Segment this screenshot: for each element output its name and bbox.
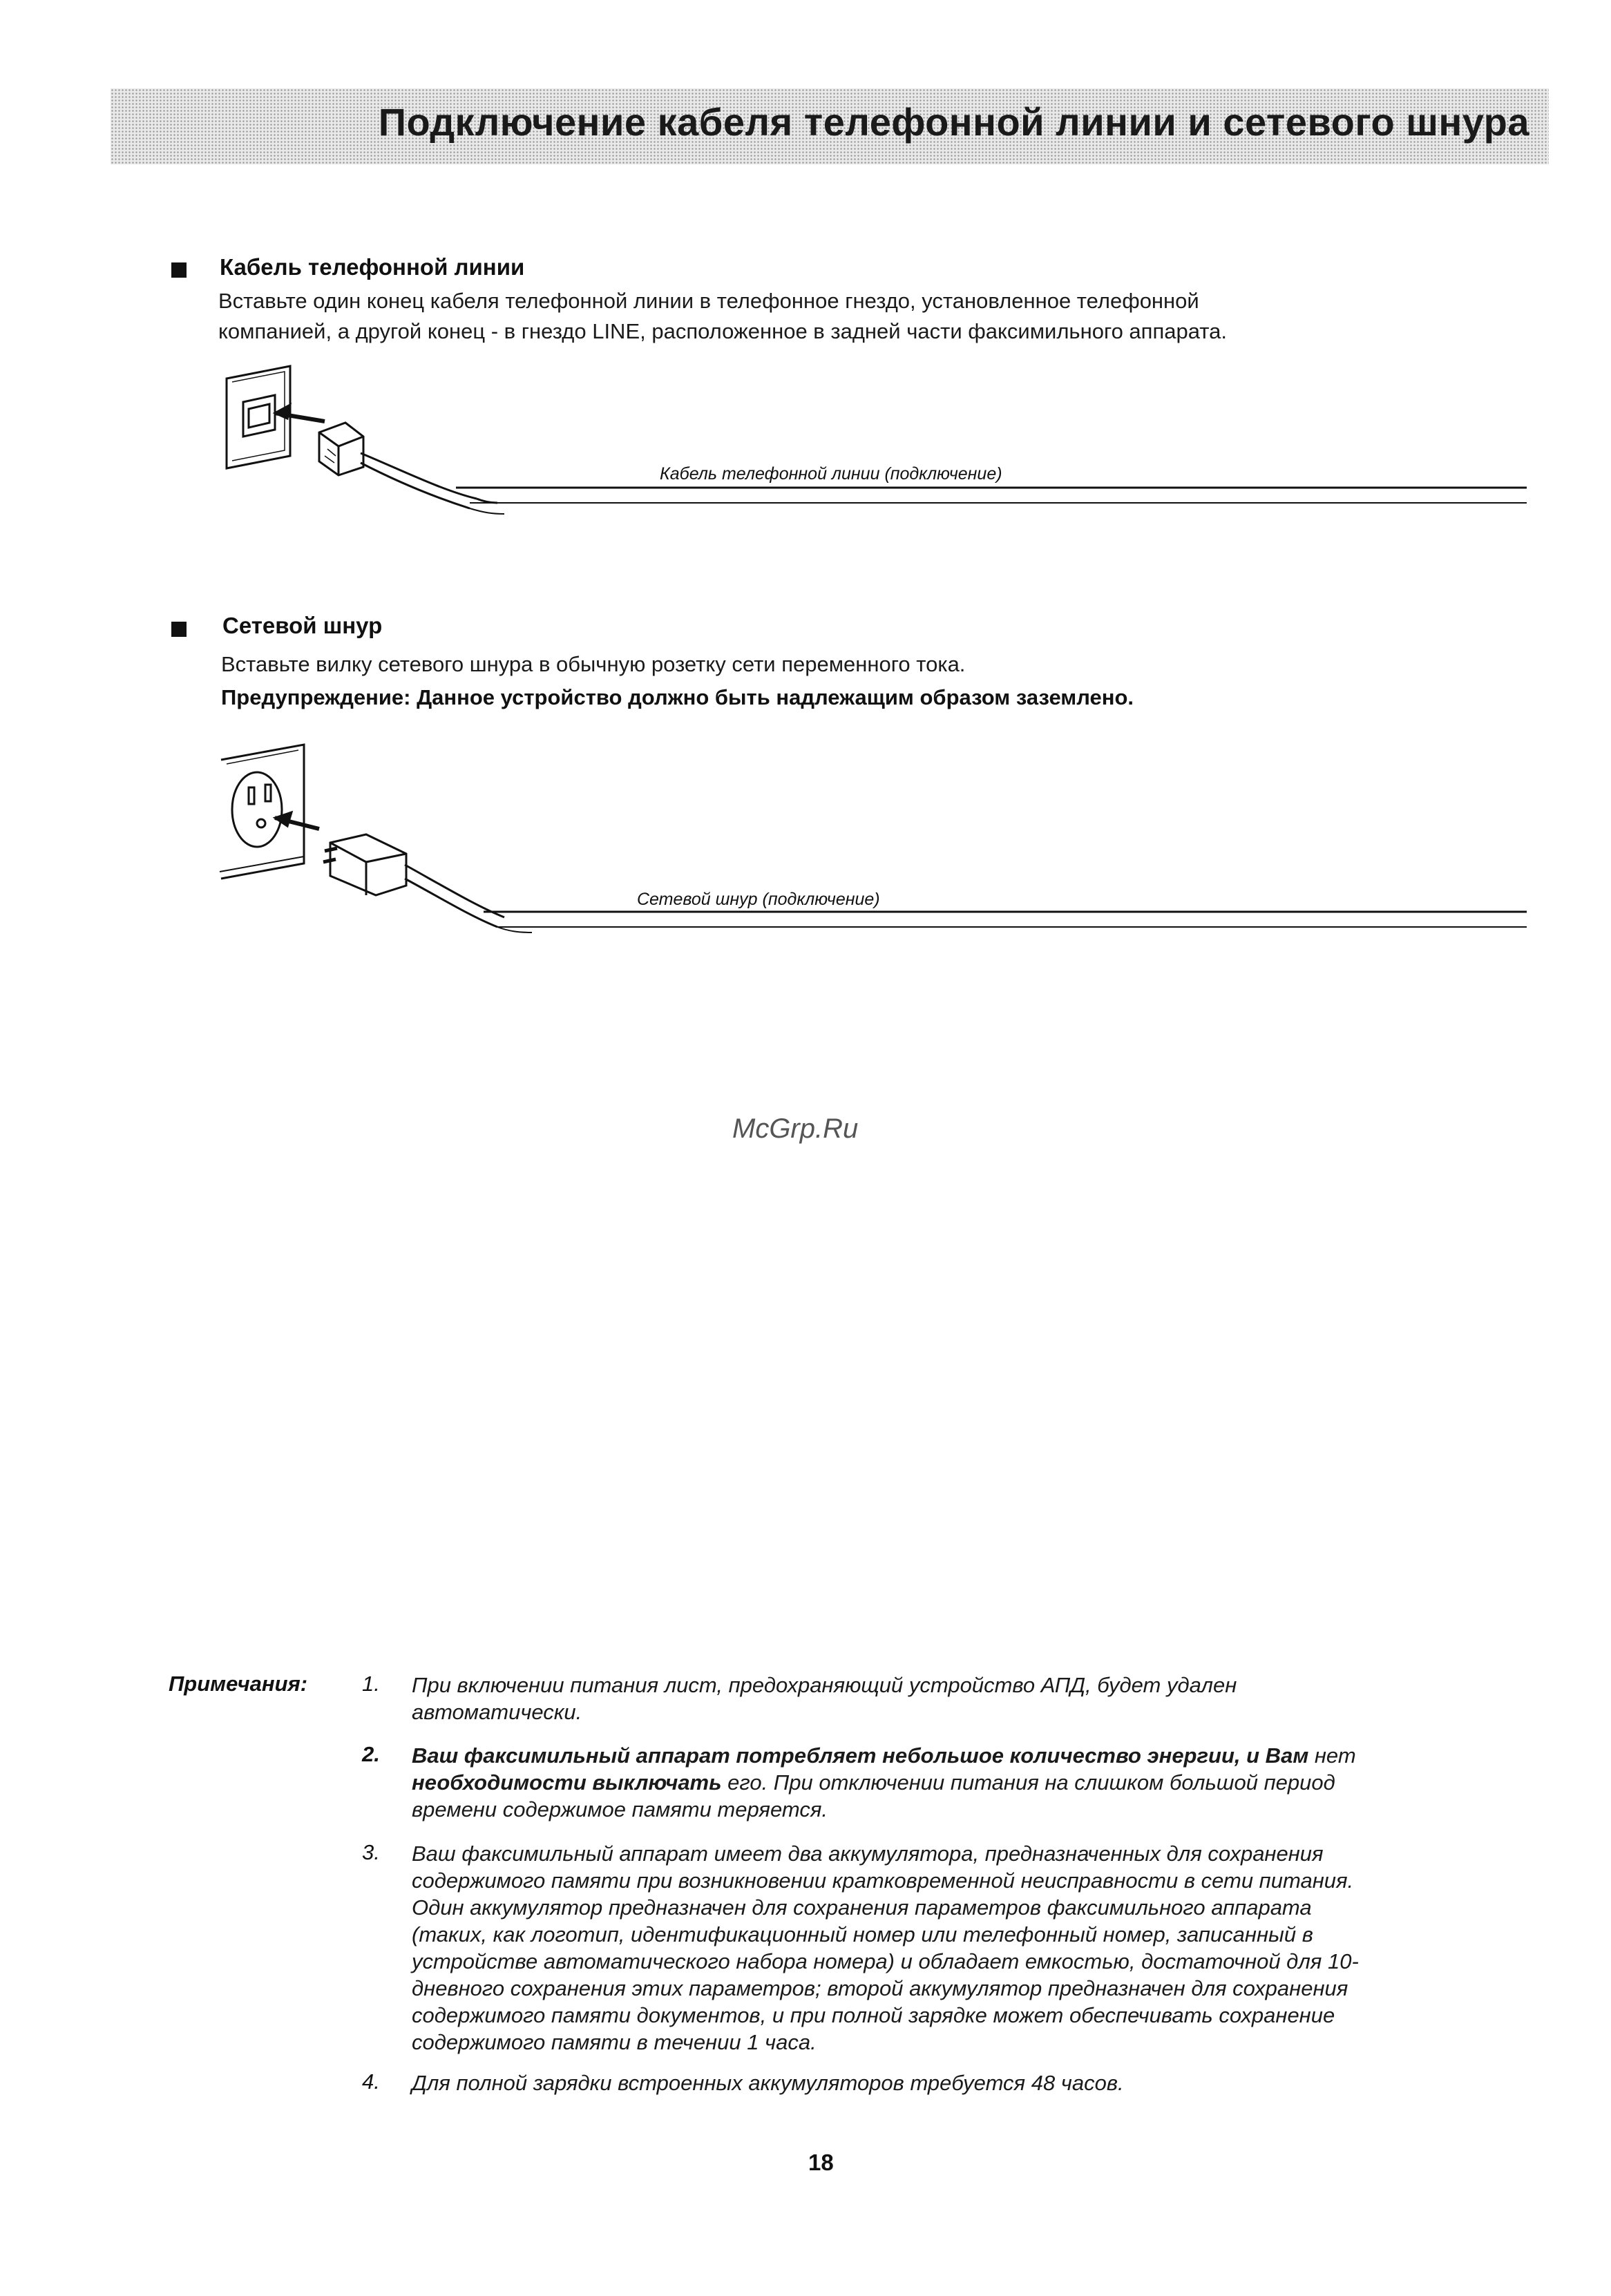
text-line: Вставьте один конец кабеля телефонной линии в телефонное гнездо, установленное телефонной (218, 289, 1199, 313)
phone-line-caption: Кабель телефонной линии (подключение) (660, 464, 1002, 484)
section-text-power-cord: Вставьте вилку сетевого шнура в обычную розетку сети переменного тока. (221, 652, 966, 676)
note-number: 1. (362, 1672, 380, 1696)
note-line: автоматически. (412, 1700, 582, 1724)
note-line: (таких, как логотип, идентификационный номер или телефонный номер, записанный в (412, 1922, 1313, 1946)
grounding-warning: Предупреждение: Данное устройство должно быть надлежащим образом заземлено. (221, 685, 1134, 709)
page-number: 18 (808, 2150, 834, 2175)
note-line: Для полной зарядки встроенных аккумуляторов требуется 48 часов. (412, 2071, 1124, 2095)
note-number: 3. (362, 1840, 380, 1864)
note-line (412, 1769, 1545, 1796)
notes-label: Примечания: (169, 1672, 308, 1696)
note-number: 4. (362, 2069, 380, 2094)
note-line: устройстве автоматического набора номера) и обладает емкостью, достаточной для 10- (412, 1949, 1359, 1973)
section-heading-phone-line: Кабель телефонной линии (220, 254, 525, 280)
note-number: 2. (362, 1742, 380, 1766)
note-line: времени содержимое памяти теряется. (412, 1797, 828, 1821)
note-line: содержимого памяти документов, и при полной зарядке может обеспечивать сохранение (412, 2003, 1335, 2027)
power-cord-caption: Сетевой шнур (подключение) (637, 890, 880, 909)
note-item-3 (412, 1840, 1572, 2056)
note-line (412, 1742, 1545, 1769)
note-fragment: нет (1308, 1743, 1356, 1768)
note-emphasis: необходимости выключать (412, 1770, 722, 1795)
page-title: Подключение кабеля телефонной линии и сетевого шнура (378, 100, 1529, 144)
note-item-1 (412, 1672, 1545, 1725)
note-line: дневного сохранения этих параметров; второй аккумулятор предназначен для сохранения (412, 1976, 1348, 2000)
note-emphasis: Ваш факсимильный аппарат потребляет небольшое количество энергии, и Вам (412, 1743, 1309, 1768)
note-line: Ваш факсимильный аппарат имеет два аккумулятора, предназначенных для сохранения (412, 1841, 1324, 1866)
text-line: компанией, а другой конец - в гнездо LINE, расположенное в задней части факсимильного аппарата. (218, 319, 1227, 343)
note-fragment: его. При отключении питания на слишком большой период (721, 1770, 1335, 1795)
note-line: При включении питания лист, предохраняющий устройство АПД, будет удален (412, 1673, 1237, 1697)
note-line: содержимого памяти в течении 1 часа. (412, 2030, 817, 2054)
section-heading-power-cord: Сетевой шнур (222, 613, 383, 638)
note-line: Один аккумулятор предназначен для сохранения параметров факсимильного аппарата (412, 1895, 1312, 1920)
note-line: содержимого памяти при возникновении кратковременной неисправности в сети питания. (412, 1868, 1354, 1893)
note-item-2 (412, 1742, 1545, 1823)
watermark: McGrp.Ru (732, 1113, 859, 1144)
note-item-4 (412, 2069, 1545, 2096)
